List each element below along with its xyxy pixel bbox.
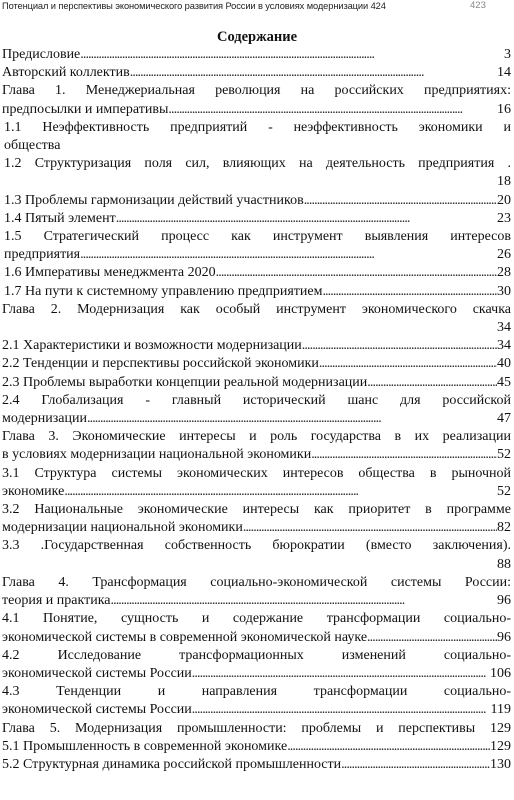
table-of-contents <box>2 46 511 774</box>
toc-entry[interactable] <box>2 210 511 228</box>
toc-entry-title: 4.3 Тенденции и направления трансформации социально- <box>2 684 511 700</box>
toc-entry-title: 1.3 Проблемы гармонизации действий участников <box>4 192 304 208</box>
toc-entry-title: 3.2 Национальные экономические интересы как приоритет в программе <box>2 502 511 518</box>
toc-entry[interactable] <box>2 392 511 428</box>
toc-entry-page: 52 <box>497 483 511 499</box>
dot-leader <box>216 264 497 282</box>
toc-entry-title-cont: модернизации <box>2 411 87 427</box>
toc-entry[interactable] <box>2 82 511 118</box>
toc-entry-title: Глава 4. Трансформация социально-экономической системы России: <box>2 574 511 590</box>
toc-entry-title: 2.2 Тенденции и перспективы российской экономики <box>2 356 319 372</box>
toc-entry-title-cont: модернизации национальной экономики <box>2 520 243 536</box>
toc-entry-page: 88 <box>497 556 511 572</box>
dot-leader <box>319 355 497 373</box>
toc-entry-title: Глава 2. Модернизация как особый инструмент экономического скачка <box>2 301 511 317</box>
toc-entry[interactable] <box>2 119 511 155</box>
dot-leader <box>111 592 498 610</box>
toc-entry[interactable] <box>2 64 511 82</box>
toc-entry-page: 28 <box>497 265 511 281</box>
toc-entry-title: 3.3 .Государственная собственность бюрократии (вместо заключения). <box>2 538 511 554</box>
toc-entry[interactable] <box>2 501 511 537</box>
toc-entry[interactable] <box>2 155 511 191</box>
toc-entry-title: Глава 3. Экономические интересы и роль государства в их реализации <box>2 429 511 445</box>
toc-entry-page: 96 <box>497 629 511 645</box>
toc-entry-title: Глава 1. Менеджериальная революция на российских предприятиях: <box>2 83 511 99</box>
toc-entry-page: 45 <box>497 374 511 390</box>
toc-entry-title-cont: общества <box>4 138 61 154</box>
toc-entry-title: Предисловие <box>2 47 81 62</box>
dot-leader <box>304 192 497 210</box>
toc-entry[interactable] <box>2 756 511 774</box>
toc-entry[interactable] <box>2 537 511 573</box>
toc-entry-page: 30 <box>497 283 511 299</box>
dot-leader <box>192 701 491 719</box>
dot-leader <box>367 374 497 392</box>
dot-leader <box>130 64 497 82</box>
toc-entry[interactable] <box>2 465 511 501</box>
toc-entry-page: 34 <box>497 320 511 336</box>
toc-entry-title: 1.2 Структуризация поля сил, влияющих на деятельность предприятия . <box>4 156 511 172</box>
toc-entry-title: 2.1 Характеристики и возможности модернизации <box>2 338 302 354</box>
toc-entry-page: 52 <box>497 447 511 463</box>
toc-entry-page: 14 <box>497 65 511 81</box>
toc-entry[interactable] <box>2 46 511 64</box>
toc-entry-page: 40 <box>497 356 511 372</box>
toc-entry-title: 4.1 Понятие, сущность и содержание трансформации социально- <box>2 611 511 627</box>
dot-leader <box>322 283 497 301</box>
toc-entry-title: 4.2 Исследование трансформационных изменений социально- <box>2 647 511 663</box>
toc-entry-title: 3.1 Структура системы экономических интересов общества в рыночной <box>2 465 511 481</box>
dot-leader <box>302 337 497 355</box>
toc-entry-page: 26 <box>497 247 511 263</box>
toc-entry-title: Авторский коллектив <box>2 65 130 81</box>
toc-entry-title: 5.2 Структурная динамика российской промышленности <box>2 756 342 772</box>
toc-entry[interactable] <box>2 374 511 392</box>
toc-entry[interactable] <box>2 228 511 264</box>
toc-entry-page: 3 <box>504 47 511 62</box>
toc-entry[interactable] <box>2 610 511 646</box>
toc-entry-page: 18 <box>497 174 511 190</box>
toc-entry-title-cont: теория и практика <box>2 593 111 609</box>
running-header: Потенциал и перспективы экономического развития России в условиях модернизации 424 <box>2 1 386 11</box>
toc-entry-title-cont: экономической системы России <box>2 702 192 718</box>
toc-entry-title: 2.4 Глобализация - главный исторический шанс для российской <box>2 392 511 408</box>
toc-entry-title-cont: предприятия <box>4 247 81 263</box>
toc-entry[interactable] <box>2 337 511 355</box>
dot-leader <box>116 210 497 228</box>
toc-entry[interactable] <box>2 283 511 301</box>
toc-entry-page: 16 <box>497 101 511 117</box>
toc-entry-title: 1.7 На пути к системному управлению предприятием <box>4 283 323 299</box>
toc-entry-page: 129 <box>490 738 511 754</box>
toc-entry-title-cont: предпосылки и императивы <box>2 101 169 117</box>
toc-entry-title: 2.3 Проблемы выработки концепции реальной модернизации <box>2 374 368 390</box>
toc-entry-page: 23 <box>497 210 511 226</box>
page-number: 423 <box>470 0 486 11</box>
toc-entry-title: 1.1 Неэффективность предприятий - неэффективность экономики и <box>4 119 511 135</box>
toc-entry[interactable] <box>2 428 511 464</box>
toc-entry[interactable] <box>2 720 511 738</box>
toc-entry-page: 106 <box>490 665 511 681</box>
toc-entry-page: 34 <box>497 338 511 354</box>
toc-entry-title: 5.1 Промышленность в современной экономике <box>2 738 288 754</box>
dot-leader <box>80 246 497 264</box>
toc-entry-page: 82 <box>497 520 511 536</box>
toc-entry-title-cont: экономической системы России <box>2 665 192 681</box>
toc-entry-page: 20 <box>497 192 511 208</box>
toc-entry[interactable] <box>2 683 511 719</box>
toc-entry-page: 119 <box>490 702 511 718</box>
toc-entry-page: 130 <box>490 756 511 772</box>
dot-leader <box>287 738 490 756</box>
toc-entry-page: 96 <box>497 593 511 609</box>
dot-leader <box>311 446 497 464</box>
toc-entry-title-cont: экономической системы в современной экономической науке <box>2 629 368 645</box>
toc-entry-title: 1.5 Стратегический процесс как инструмент выявления интересов <box>4 229 511 245</box>
toc-entry-title: Глава 5. Модернизация промышленности: проблемы и перспективы 129 <box>2 720 511 736</box>
dot-leader <box>80 46 504 64</box>
dot-leader <box>243 519 497 537</box>
toc-entry[interactable] <box>2 738 511 756</box>
toc-entry-title-cont: экономике <box>2 483 65 499</box>
toc-entry[interactable] <box>2 264 511 282</box>
toc-entry-title: 1.4 Пятый элемент <box>4 210 116 226</box>
dot-leader <box>367 629 497 647</box>
toc-entry-page: 47 <box>497 411 511 427</box>
dot-leader <box>341 756 490 774</box>
dot-leader <box>168 101 497 119</box>
toc-entry[interactable] <box>2 301 511 337</box>
dot-leader <box>64 483 497 501</box>
toc-entry-title: 1.6 Императивы менеджмента 2020 <box>4 265 216 281</box>
dot-leader <box>192 665 490 683</box>
toc-entry-title-cont: в условиях модернизации национальной экономики <box>2 447 312 463</box>
toc-entry[interactable] <box>2 647 511 683</box>
toc-entry[interactable] <box>2 355 511 373</box>
toc-entry[interactable] <box>2 192 511 210</box>
toc-entry[interactable] <box>2 574 511 610</box>
dot-leader <box>87 410 497 428</box>
toc-title: Содержание <box>216 29 298 45</box>
